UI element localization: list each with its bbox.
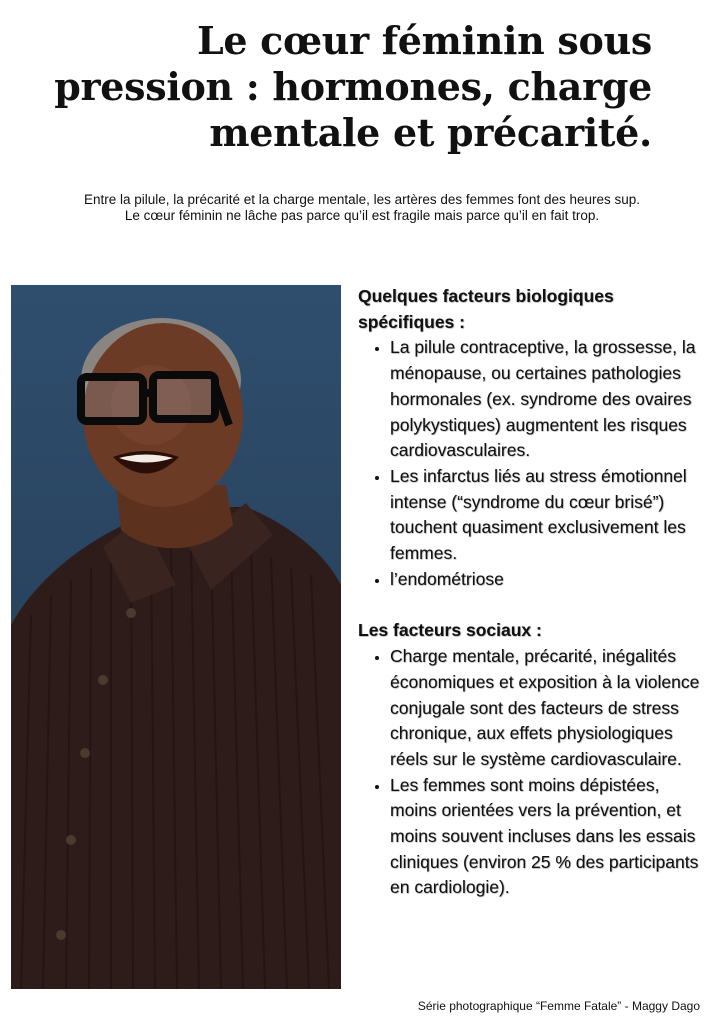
title-line-3: mentale et précarité. — [209, 110, 652, 155]
portrait-photo — [11, 285, 341, 989]
page-title — [12, 18, 652, 156]
section-heading-social: Les facteurs sociaux : — [358, 620, 542, 641]
portrait-illustration — [11, 285, 341, 989]
social-factors-list — [358, 644, 708, 901]
section-heading-biological: Quelques facteurs biologiques spécifiques : — [358, 286, 614, 332]
title-line-1: Le cœur féminin sous — [196, 18, 652, 63]
photo-credit: Série photographique “Femme Fatale” - Maggy Dago — [417, 999, 700, 1013]
list-item: • Les femmes sont moins dépistées, moins orientées vers la prévention, et moins souvent incluses dans les essais cliniques (environ 25 % des participants en cardiologie). — [390, 773, 708, 902]
title-line-2: pression : hormones, charge — [54, 64, 652, 109]
biological-factors-list — [358, 335, 708, 592]
page-subtitle — [10, 192, 714, 224]
article-content — [358, 284, 708, 927]
list-item: • Les infarctus liés au stress émotionnel intense (“syndrome du cœur brisé”) touchent quasiment exclusivement les femmes. — [390, 464, 708, 567]
list-item: • l’endométriose — [390, 567, 708, 593]
subtitle-line-1: Entre la pilule, la précarité et la charge mentale, les artères des femmes font des heures sup. — [83, 192, 641, 207]
subtitle-line-2: Le cœur féminin ne lâche pas parce qu’il est fragile mais parce qu’il en fait trop. — [124, 208, 600, 223]
list-item: • Charge mentale, précarité, inégalités économiques et exposition à la violence conjugale sont des facteurs de stress chronique, aux effets physiologiques réels sur le système cardiovasculaire. — [390, 644, 708, 773]
list-item: • La pilule contraceptive, la grossesse, la ménopause, ou certaines pathologies hormonales (ex. syndrome des ovaires polykystiques) augmentent les risques cardiovasculaires. — [390, 335, 708, 464]
